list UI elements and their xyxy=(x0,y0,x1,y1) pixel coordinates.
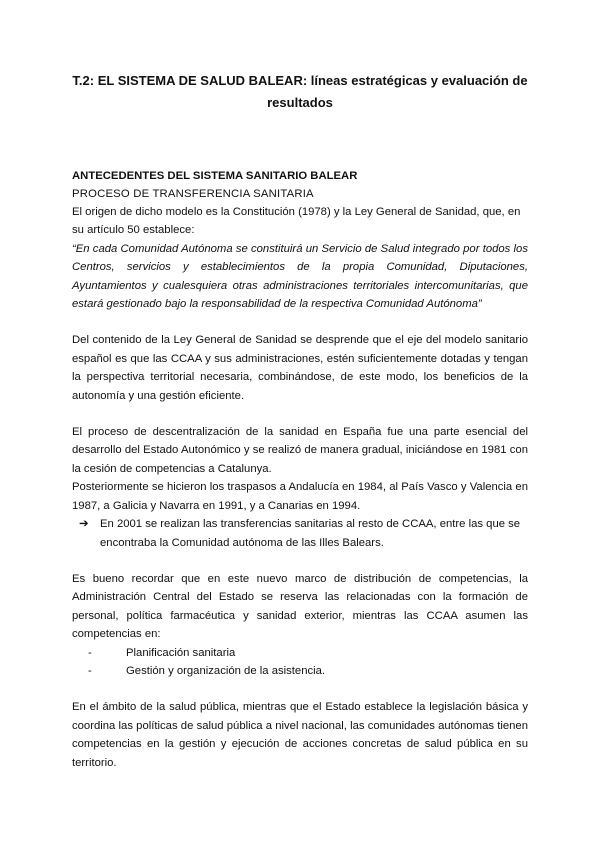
dash-bullet: - xyxy=(88,664,92,677)
arrow-icon: ➔ xyxy=(79,518,89,531)
paragraph-descentralizacion: El proceso de descentralización de la sanidad en España fue una parte esencial del desarrollo del Estado Autonómico y se realizó de manera gradual, iniciándose en 1981 con la cesión de competencias a Catalunya. xyxy=(72,426,528,475)
intro-paragraph: El origen de dicho modelo es la Constitución (1978) y la Ley General de Sanidad, que, en su artículo 50 establece: xyxy=(72,206,521,237)
arrow-list-item xyxy=(79,515,528,552)
paragraph-competencias: Es bueno recordar que en este nuevo marco de distribución de competencias, la Administración Central del Estado se reserva las relacionadas con la formación de personal, política farmacéutica y sanidad exterior, mientras las CCAA asumen las competencias en: xyxy=(72,572,528,641)
list-item-text: Planificación sanitaria xyxy=(126,646,236,659)
paragraph-traspasos: Posteriormente se hicieron los traspasos a Andalucía en 1984, al País Vasco y Valencia en 1987, a Galicia y Navarra en 1991, y a Canarias en 1994. xyxy=(72,481,528,512)
spacer xyxy=(72,680,528,698)
spacer xyxy=(72,552,528,570)
document-title: T.2: EL SISTEMA DE SALUD BALEAR: líneas estratégicas y evaluación de resultados xyxy=(72,73,528,110)
document-page xyxy=(72,70,528,772)
list-item-text: Gestión y organización de la asistencia. xyxy=(126,664,326,677)
paragraph-ley-general: Del contenido de la Ley General de Sanidad se desprende que el eje del modelo sanitario español es que las CCAA y sus administraciones, estén suficientemente dotadas y tengan la perspectiva territorial necesaria, combinándose, de este modo, los beneficios de la autonomía y una gestión eficiente. xyxy=(72,334,528,402)
spacer xyxy=(72,405,528,423)
subheading: PROCESO DE TRANSFERENCIA SANITARIA xyxy=(72,188,314,200)
law-quote: “En cada Comunidad Autónoma se constituirá un Servicio de Salud integrado por todos los Centros, servicios y establecimientos de la propia Comunidad, Diputaciones, Ayuntamientos y cualesquiera otras administraciones territoriales intercomunitarias, que estará gestionado bajo la responsabilidad de la respectiva Comunidad Autónoma” xyxy=(72,242,528,311)
spacer xyxy=(72,313,528,331)
paragraph-salud-publica: En el ámbito de la salud pública, mientras que el Estado establece la legislación básica y coordina las políticas de salud pública a nivel nacional, las comunidades autónomas tienen competencias en la gestión y ejecución de acciones concretas de salud pública en su territorio. xyxy=(72,701,528,769)
list-item xyxy=(88,662,528,680)
list-item xyxy=(88,644,528,662)
section-heading: ANTECEDENTES DEL SISTEMA SANITARIO BALEAR xyxy=(72,170,358,182)
arrow-list-text: En 2001 se realizan las transferencias sanitarias al resto de CCAA, entre las que se encontraba la Comunidad autónoma de las Illes Balears. xyxy=(100,518,521,549)
dash-bullet: - xyxy=(88,646,92,659)
